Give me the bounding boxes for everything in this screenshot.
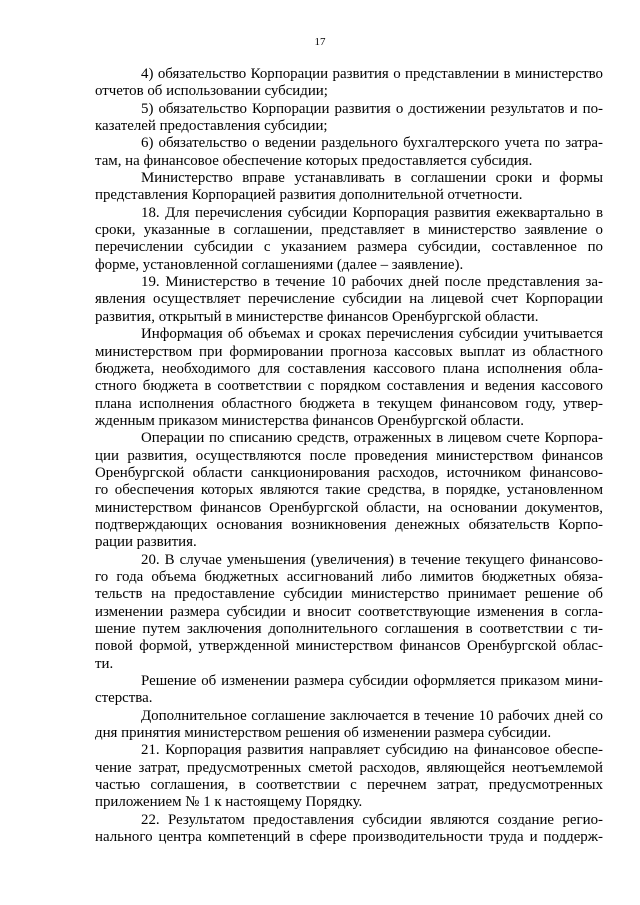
text-line: сроки, указанные в соглашении, представляет в министерство заявление о bbox=[95, 222, 603, 239]
text-line: нального центра компетенций в сфере производительности труда и поддерж- bbox=[95, 829, 603, 846]
text-line: министерством финансов Оренбургской области, на основании документов, bbox=[95, 499, 603, 516]
text-line: повой формой, утвержденной министерством финансов Оренбургской облас- bbox=[95, 638, 603, 655]
text-line: частью соглашения, в соответствии с перечнем затрат, предусмотренных bbox=[95, 777, 603, 794]
text-line: рации развития. bbox=[95, 534, 197, 551]
text-line: Дополнительное соглашение заключается в течение 10 рабочих дней со bbox=[141, 707, 603, 724]
paragraph bbox=[95, 101, 603, 136]
text-line: го года объема бюджетных ассигнований либо лимитов бюджетных обяза- bbox=[95, 568, 603, 585]
paragraph bbox=[95, 135, 603, 170]
text-line: Оренбургской области санкционирования расходов, источником финансово- bbox=[95, 464, 603, 481]
paragraph bbox=[95, 205, 603, 274]
text-line: ции развития, осуществляются после проведения министерством финансов bbox=[95, 447, 603, 464]
text-line: плана исполнения областного бюджета в текущем финансовом году, утвер- bbox=[95, 395, 603, 412]
text-line: 19. Министерство в течение 10 рабочих дней после представления за- bbox=[141, 274, 603, 291]
paragraph bbox=[95, 708, 603, 743]
paragraph bbox=[95, 66, 603, 101]
text-line: дня принятия министерством решения об изменении размера субсидии. bbox=[95, 725, 552, 742]
text-line: отчетов об использовании субсидии; bbox=[95, 83, 328, 100]
text-line: жденным приказом министерства финансов Оренбургской области. bbox=[95, 412, 524, 429]
text-line: подтверждающих основания возникновения денежных обязательств Корпо- bbox=[95, 516, 603, 533]
paragraph bbox=[95, 742, 603, 811]
paragraph bbox=[95, 430, 603, 551]
document-body bbox=[95, 66, 603, 846]
text-line: тельств на предоставление субсидии министерство принимает решение об bbox=[95, 586, 603, 603]
text-line: го обеспечения которых являются такие средства, в порядке, установленном bbox=[95, 482, 603, 499]
text-line: стного бюджета в соответствии с порядком составления и ведения кассового bbox=[95, 378, 603, 395]
text-line: 22. Результатом предоставления субсидии являются создание регио- bbox=[141, 811, 603, 828]
text-line: Министерство вправе устанавливать в соглашении сроки и формы bbox=[141, 170, 603, 187]
text-line: явления осуществляет перечисление субсидии на лицевой счет Корпорации bbox=[95, 291, 603, 308]
text-line: министерством при формировании прогноза кассовых выплат из областного bbox=[95, 343, 603, 360]
text-line: Решение об изменении размера субсидии оформляется приказом мини- bbox=[141, 673, 603, 690]
text-line: 20. В случае уменьшения (увеличения) в течение текущего финансово- bbox=[141, 551, 603, 568]
page-number: 17 bbox=[314, 36, 326, 48]
text-line: представления Корпорацией развития дополнительной отчетности. bbox=[95, 187, 523, 204]
paragraph bbox=[95, 326, 603, 430]
text-line: шение путем заключения дополнительного соглашения в соответствии с ти- bbox=[95, 621, 603, 637]
text-line: 4) обязательство Корпорации развития о представлении в министерство bbox=[141, 66, 603, 82]
text-line: Операции по списанию средств, отраженных в лицевом счете Корпора- bbox=[141, 430, 603, 447]
paragraph bbox=[95, 274, 603, 326]
text-line: 18. Для перечисления субсидии Корпорация развития ежеквартально в bbox=[141, 204, 603, 221]
text-line: форме, установленной соглашениями (далее – заявление). bbox=[95, 256, 464, 273]
paragraph bbox=[95, 170, 603, 205]
text-line: развития, открытый в министерстве финансов Оренбургской области. bbox=[95, 308, 539, 325]
text-line: 21. Корпорация развития направляет субсидию на финансовое обеспе- bbox=[141, 742, 603, 759]
text-line: приложением № 1 к настоящему Порядку. bbox=[95, 794, 363, 811]
text-line: стерства. bbox=[95, 690, 153, 707]
text-line: Информация об объемах и сроках перечисления субсидии учитывается bbox=[141, 326, 603, 343]
paragraph bbox=[95, 552, 603, 673]
text-line: казателей предоставления субсидии; bbox=[95, 118, 328, 135]
paragraph bbox=[95, 673, 603, 708]
text-line: ти. bbox=[95, 655, 114, 672]
text-line: там, на финансовое обеспечение которых предоставляется субсидия. bbox=[95, 152, 533, 169]
text-line: перечислении субсидии с указанием размера субсидии, составленное по bbox=[95, 239, 603, 256]
text-line: 5) обязательство Корпорации развития о достижении результатов и по- bbox=[141, 100, 603, 117]
paragraph bbox=[95, 812, 603, 847]
text-line: 6) обязательство о ведении раздельного бухгалтерского учета по затра- bbox=[141, 135, 603, 152]
text-line: бюджета, необходимого для составления кассового плана исполнения обла- bbox=[95, 360, 603, 377]
text-line: чение затрат, предусмотренных сметой расходов, являющейся неотъемлемой bbox=[95, 759, 603, 776]
text-line: изменении размера субсидии и вносит соответствующие изменения в согла- bbox=[95, 603, 603, 620]
